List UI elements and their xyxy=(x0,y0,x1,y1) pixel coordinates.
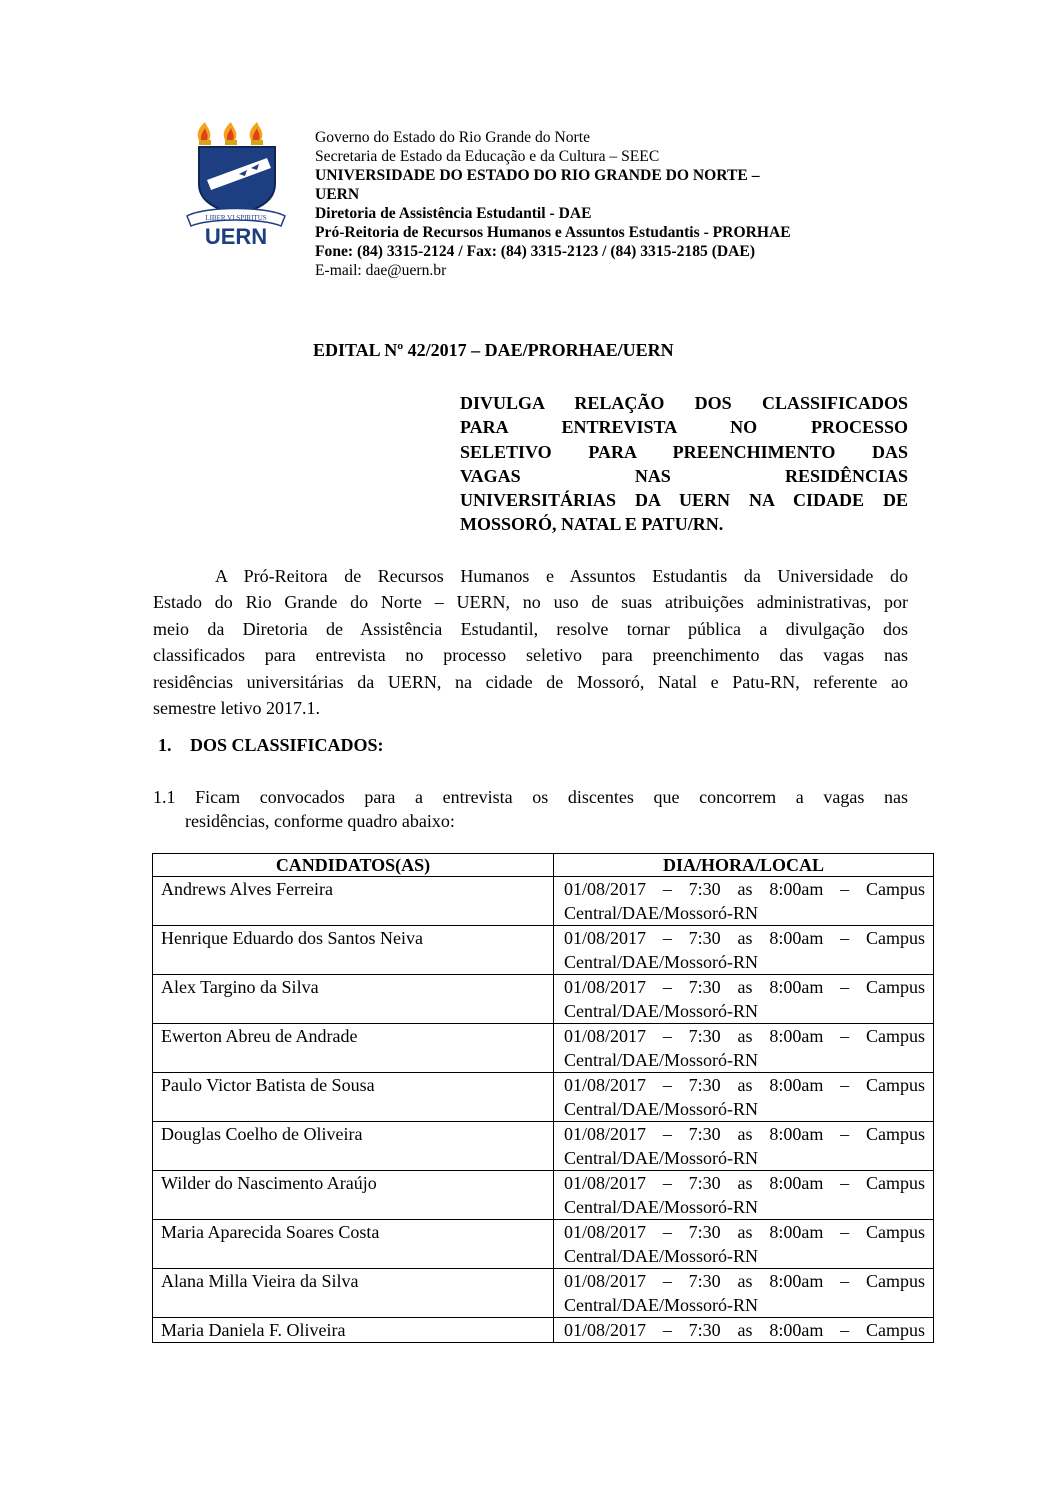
candidate-name: Andrews Alves Ferreira xyxy=(153,877,554,926)
header-line: Governo do Estado do Rio Grande do Norte xyxy=(315,129,590,146)
torch-icon xyxy=(224,122,237,145)
summary-line: MOSSORÓ, NATAL E PATU/RN. xyxy=(460,514,724,535)
schedule-cell xyxy=(554,926,934,975)
summary-line: VAGAS NAS RESIDÊNCIAS xyxy=(460,465,908,486)
summary-line: PARA ENTREVISTA NO PROCESSO xyxy=(460,417,908,438)
schedule-line: 01/08/2017 – 7:30 as 8:00am – Campus xyxy=(564,928,925,948)
schedule-line: Central/DAE/Mossoró-RN xyxy=(564,903,758,923)
table-row xyxy=(153,1220,934,1269)
logo-motto: LIBER VI SPIRITUS xyxy=(205,214,267,222)
table-row xyxy=(153,1024,934,1073)
schedule-line: 01/08/2017 – 7:30 as 8:00am – Campus xyxy=(564,1320,925,1340)
header-line: E-mail: dae@uern.br xyxy=(315,262,447,279)
candidate-name: Maria Aparecida Soares Costa xyxy=(153,1220,554,1269)
body-line: meio da Diretoria de Assistência Estudantil, resolve tornar pública a divulgação dos xyxy=(153,618,908,639)
schedule-line: Central/DAE/Mossoró-RN xyxy=(564,1001,758,1021)
candidate-name: Alex Targino da Silva xyxy=(153,975,554,1024)
schedule-line: 01/08/2017 – 7:30 as 8:00am – Campus xyxy=(564,1222,925,1242)
candidate-name: Douglas Coelho de Oliveira xyxy=(153,1122,554,1171)
header-line: Diretoria de Assistência Estudantil - DAE xyxy=(315,205,592,222)
torch-icon xyxy=(198,122,211,145)
table-body xyxy=(153,877,934,1343)
column-header-candidates: CANDIDATOS(AS) xyxy=(153,854,554,877)
schedule-cell xyxy=(554,1318,934,1343)
item-line: 1.1 Ficam convocados para a entrevista os discentes que concorrem a vagas nas xyxy=(153,787,908,807)
schedule-line: 01/08/2017 – 7:30 as 8:00am – Campus xyxy=(564,1173,925,1193)
section-heading xyxy=(158,735,384,756)
column-header-schedule: DIA/HORA/LOCAL xyxy=(554,854,934,877)
institution-header xyxy=(315,128,791,280)
schedule-line: 01/08/2017 – 7:30 as 8:00am – Campus xyxy=(564,1075,925,1095)
schedule-cell xyxy=(554,877,934,926)
schedule-line: Central/DAE/Mossoró-RN xyxy=(564,1050,758,1070)
schedule-line: Central/DAE/Mossoró-RN xyxy=(564,1197,758,1217)
body-line: A Pró-Reitora de Recursos Humanos e Assuntos Estudantis da Universidade do xyxy=(215,566,908,586)
schedule-cell xyxy=(554,1122,934,1171)
schedule-cell xyxy=(554,1220,934,1269)
summary-line: SELETIVO PARA PREENCHIMENTO DAS xyxy=(460,441,908,462)
section-number: 1. xyxy=(158,735,172,755)
header-line: Fone: (84) 3315-2124 / Fax: (84) 3315-2123 / (84) 3315-2185 (DAE) xyxy=(315,243,756,260)
schedule-line: 01/08/2017 – 7:30 as 8:00am – Campus xyxy=(564,977,925,997)
body-line: Estado do Rio Grande do Norte – UERN, no uso de suas atribuições administrativas, por xyxy=(153,592,908,613)
schedule-line: Central/DAE/Mossoró-RN xyxy=(564,1148,758,1168)
schedule-line: Central/DAE/Mossoró-RN xyxy=(564,1246,758,1266)
candidate-name: Paulo Victor Batista de Sousa xyxy=(153,1073,554,1122)
schedule-cell xyxy=(554,1073,934,1122)
table-row xyxy=(153,926,934,975)
summary-line: DIVULGA RELAÇÃO DOS CLASSIFICADOS xyxy=(460,393,908,413)
candidate-name: Alana Milla Vieira da Silva xyxy=(153,1269,554,1318)
item-1-1 xyxy=(153,785,908,833)
item-line: residências, conforme quadro abaixo: xyxy=(185,811,455,831)
schedule-line: 01/08/2017 – 7:30 as 8:00am – Campus xyxy=(564,879,925,899)
header-line: Secretaria de Estado da Educação e da Cultura – SEEC xyxy=(315,148,660,165)
edital-summary xyxy=(460,391,908,537)
table-row xyxy=(153,975,934,1024)
torch-icon xyxy=(250,122,263,145)
logo-text: UERN xyxy=(204,224,268,246)
table-row xyxy=(153,1318,934,1343)
schedule-cell xyxy=(554,975,934,1024)
candidate-name: Maria Daniela F. Oliveira xyxy=(153,1318,554,1343)
schedule-cell xyxy=(554,1024,934,1073)
candidate-name: Ewerton Abreu de Andrade xyxy=(153,1024,554,1073)
schedule-line: 01/08/2017 – 7:30 as 8:00am – Campus xyxy=(564,1124,925,1144)
schedule-line: 01/08/2017 – 7:30 as 8:00am – Campus xyxy=(564,1026,925,1046)
table-row xyxy=(153,1073,934,1122)
document-title: EDITAL Nº 42/2017 – DAE/PRORHAE/UERN xyxy=(313,340,674,360)
uern-logo xyxy=(185,122,287,246)
candidate-name: Henrique Eduardo dos Santos Neiva xyxy=(153,926,554,975)
schedule-line: 01/08/2017 – 7:30 as 8:00am – Campus xyxy=(564,1271,925,1291)
body-line: semestre letivo 2017.1. xyxy=(153,698,320,719)
table-row xyxy=(153,1171,934,1220)
section-title: DOS CLASSIFICADOS: xyxy=(190,735,384,755)
candidates-table xyxy=(152,853,934,1343)
body-paragraph xyxy=(153,563,908,721)
schedule-line: Central/DAE/Mossoró-RN xyxy=(564,1295,758,1315)
table-row xyxy=(153,877,934,926)
header-line: UNIVERSIDADE DO ESTADO DO RIO GRANDE DO NORTE – xyxy=(315,167,760,184)
schedule-line: Central/DAE/Mossoró-RN xyxy=(564,1099,758,1119)
header-line: Pró-Reitoria de Recursos Humanos e Assuntos Estudantis - PRORHAE xyxy=(315,224,791,241)
table-row xyxy=(153,1122,934,1171)
table-row xyxy=(153,1269,934,1318)
schedule-cell xyxy=(554,1171,934,1220)
schedule-cell xyxy=(554,1269,934,1318)
body-line: residências universitárias da UERN, na cidade de Mossoró, Natal e Patu-RN, referente ao xyxy=(153,671,908,692)
header-line: UERN xyxy=(315,186,360,203)
summary-line: UNIVERSITÁRIAS DA UERN NA CIDADE DE xyxy=(460,490,908,511)
table-header-row xyxy=(153,854,934,877)
schedule-line: Central/DAE/Mossoró-RN xyxy=(564,952,758,972)
body-line: classificados para entrevista no processo seletivo para preenchimento das vagas nas xyxy=(153,645,908,666)
candidate-name: Wilder do Nascimento Araújo xyxy=(153,1171,554,1220)
